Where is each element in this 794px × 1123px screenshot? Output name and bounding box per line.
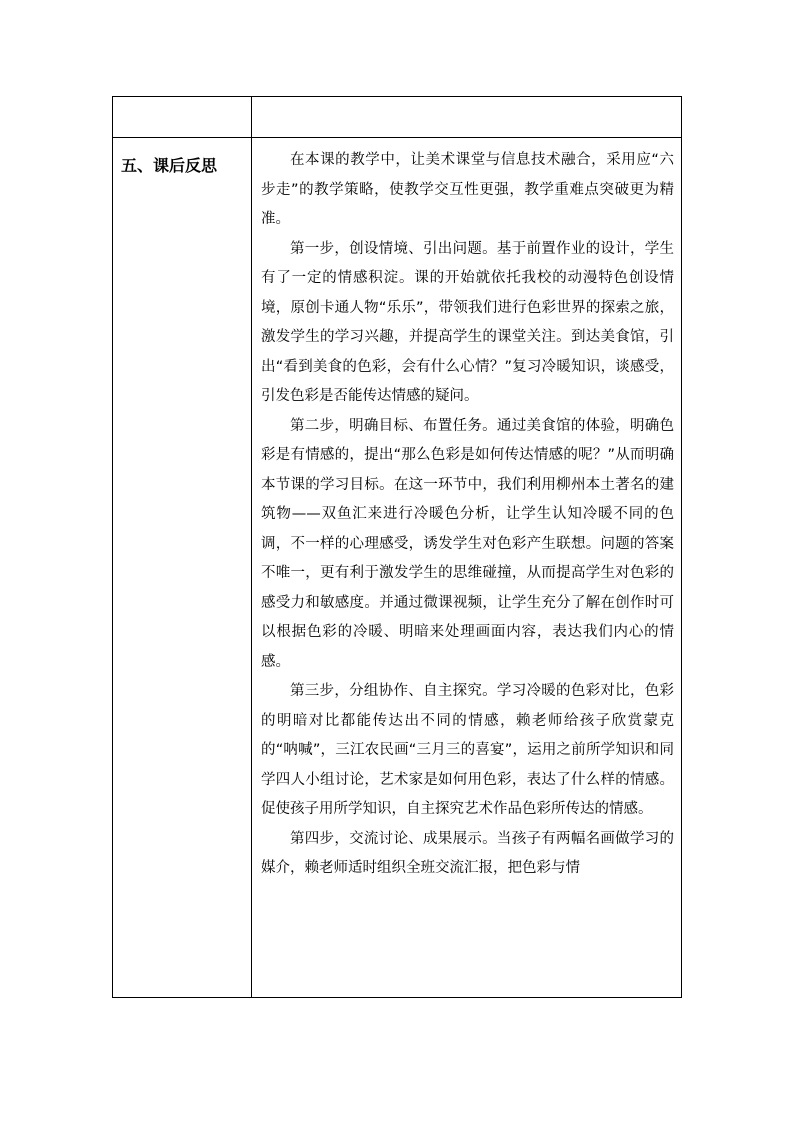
reflection-content-cell	[252, 138, 682, 998]
table-row-empty	[113, 97, 682, 138]
paragraph-step-two: 第二步，明确目标、布置任务。通过美食馆的体验，明确色彩是有情感的，提出“那么色彩是如何传达情感的呢？”从而明确本节课的学习目标。在这一环节中，我们利用柳州本土著名的建筑物——双鱼汇来进行冷暖色分析，让学生认知冷暖不同的色调，不一样的心理感受，诱发学生对色彩产生联想。问题的答案不唯一，更有利于激发学生的思维碰撞，从而提高学生对色彩的感受力和敏感度。并通过微课视频，让学生充分了解在创作时可以根据色彩的冷暖、明暗来处理画面内容，表达我们内心的情感。	[261, 417, 674, 670]
reflection-table	[112, 96, 682, 998]
paragraph-step-four: 第四步，交流讨论、成果展示。当孩子有两幅名画做学习的媒介，赖老师适时组织全班交流汇报，把色彩与情	[261, 830, 674, 876]
empty-label-cell	[113, 97, 252, 138]
table-row-reflection	[113, 138, 682, 998]
empty-content-cell	[252, 97, 682, 138]
paragraph-step-three: 第三步，分组协作、自主探究。学习冷暖的色彩对比，色彩的明暗对比都能传达出不同的情感，赖老师给孩子欣赏蒙克的“呐喊”，三江农民画“三月三的喜宴”，运用之前所学知识和同学四人小组讨论，艺术家是如何用色彩，表达了什么样的情感。促使孩子用所学知识，自主探究艺术作品色彩所传达的情感。	[261, 683, 674, 817]
paragraph-intro: 在本课的教学中，让美术课堂与信息技术融合，采用应“六步走”的教学策略，使教学交互性更强，教学重难点突破更为精准。	[261, 152, 674, 227]
paragraph-step-one: 第一步，创设情境、引出问题。基于前置作业的设计，学生有了一定的情感积淀。课的开始就依托我校的动漫特色创设情境，原创卡通人物“乐乐”，带领我们进行色彩世界的探索之旅，激发学生的学习兴趣，并提高学生的课堂关注。到达美食馆，引出“看到美食的色彩，会有什么心情？”复习冷暖知识，谈感受，引发色彩是否能传达情感的疑问。	[261, 240, 674, 404]
section-label-reflection: 五、课后反思	[113, 138, 252, 998]
